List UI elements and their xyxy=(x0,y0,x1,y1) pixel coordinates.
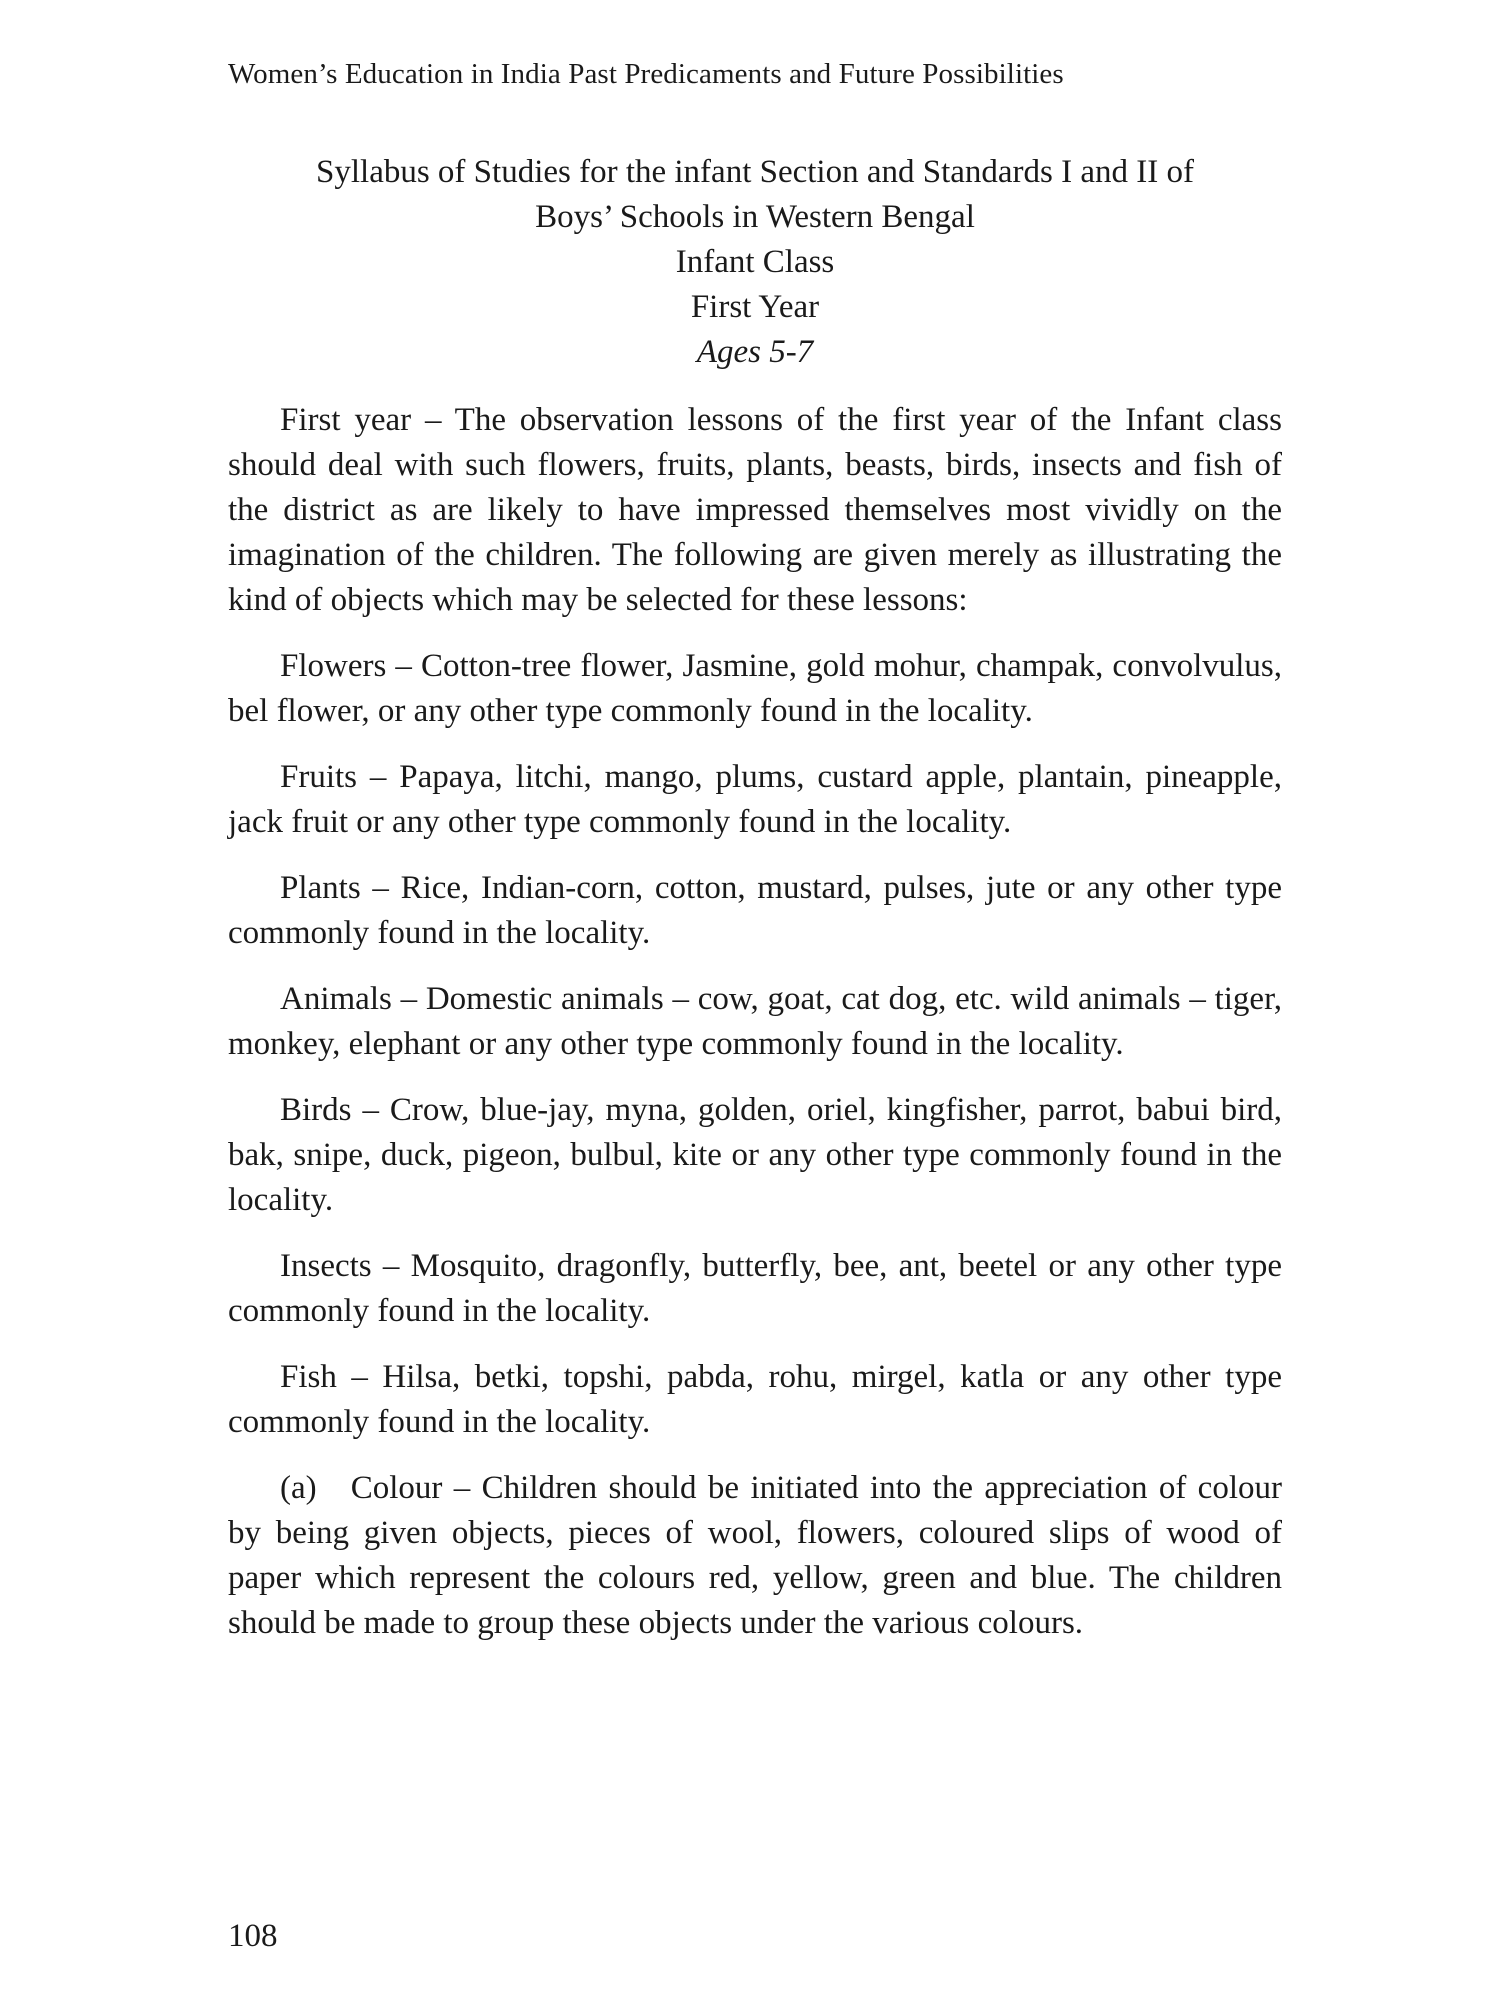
paragraph-first-year: First year – The observation lessons of the first year of the Infant class should deal with such flowers, fruits, plants, beasts, birds, insects and fish of the district as are likely to have impressed themselves most vividly on the imagination of the children. The following are given merely as illustrating the kind of objects which may be selected for these lessons: xyxy=(228,402,1282,618)
paragraph-insects: Insects – Mosquito, dragonfly, butterfly, bee, ant, beetel or any other type commonly found in the locality. xyxy=(228,1248,1282,1329)
paragraph-colour: (a) Colour – Children should be initiated into the appreciation of colour by being given objects, pieces of wool, flowers, coloured slips of wood of paper which represent the colours red, yellow, green and blue. The children should be made to group these objects under the various colours. xyxy=(228,1470,1291,1641)
running-header: Women’s Education in India Past Predicaments and Future Possibilities xyxy=(228,58,1064,90)
paragraph-fish: Fish – Hilsa, betki, topshi, pabda, rohu, mirgel, katla or any other type commonly found in the locality. xyxy=(228,1359,1282,1440)
paragraph-plants: Plants – Rice, Indian-corn, cotton, mustard, pulses, jute or any other type commonly found in the locality. xyxy=(228,870,1282,951)
paragraph-birds: Birds – Crow, blue-jay, myna, golden, oriel, kingfisher, parrot, babui bird, bak, snipe, duck, pigeon, bulbul, kite or any other type commonly found in the locality. xyxy=(228,1092,1282,1218)
title-line-2: Boys’ Schools in Western Bengal xyxy=(535,199,975,235)
page-number: 108 xyxy=(228,1918,278,1954)
title-line-1: Syllabus of Studies for the infant Section and Standards I and II of xyxy=(316,154,1194,190)
book-page xyxy=(228,0,1291,2000)
body-text xyxy=(228,398,1291,1667)
paragraph-fruits: Fruits – Papaya, litchi, mango, plums, custard apple, plantain, pineapple, jack fruit or any other type commonly found in the locality. xyxy=(228,759,1282,840)
paragraph-animals: Animals – Domestic animals – cow, goat, cat dog, etc. wild animals – tiger, monkey, elephant or any other type commonly found in the locality. xyxy=(228,981,1282,1062)
title-line-3: Infant Class xyxy=(675,244,835,280)
title-line-5: Ages 5-7 xyxy=(696,334,814,370)
paragraph-flowers: Flowers – Cotton-tree flower, Jasmine, gold mohur, champak, convolvulus, bel flower, or any other type commonly found in the locality. xyxy=(228,648,1282,729)
section-title xyxy=(228,150,1282,375)
title-line-4: First Year xyxy=(690,289,820,325)
